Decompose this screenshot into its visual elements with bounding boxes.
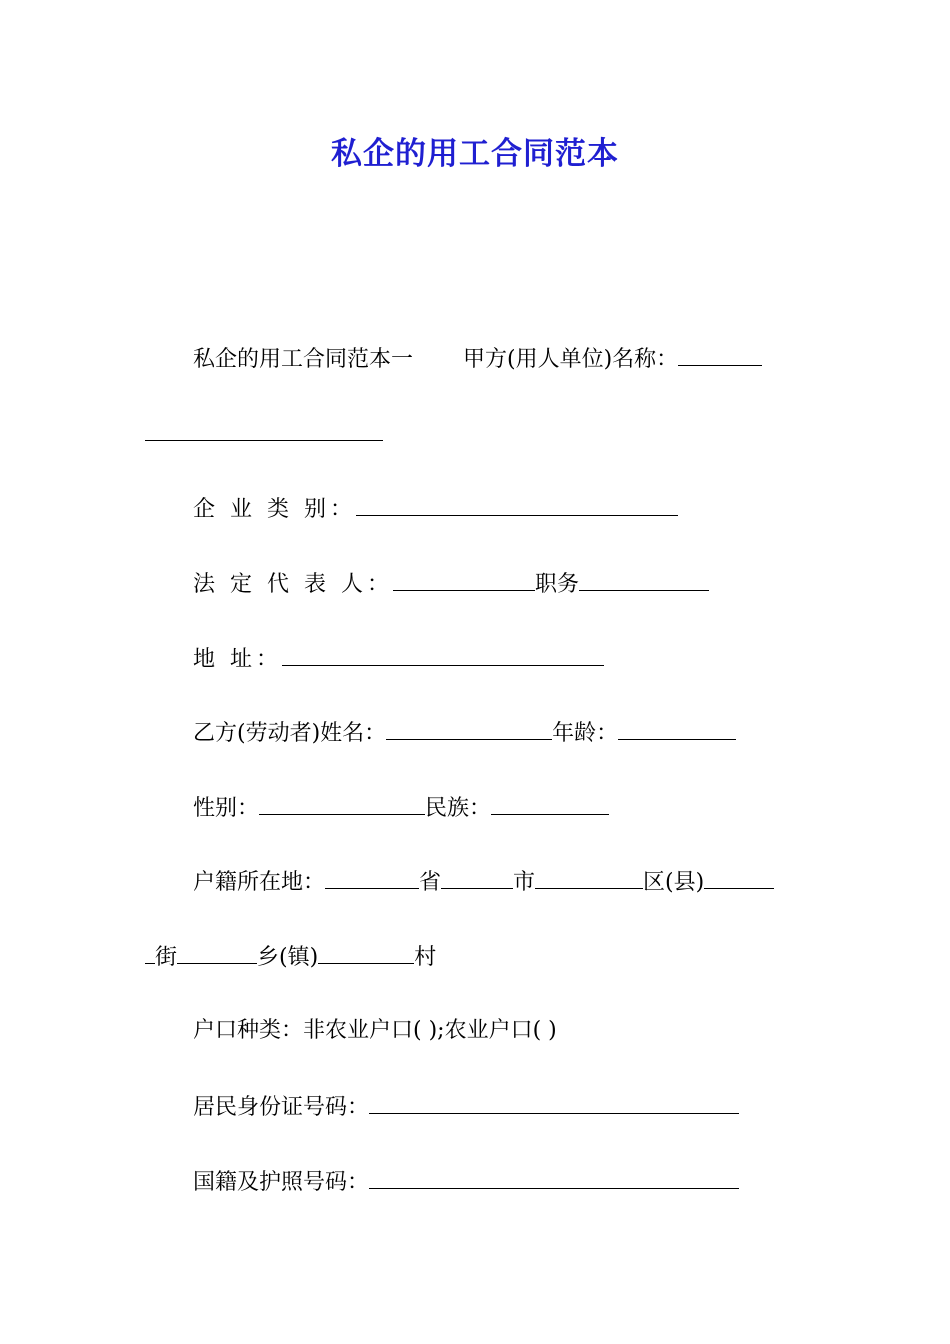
passport-label: 国籍及护照号码： [193,1170,370,1195]
address-line [193,643,604,675]
hukou-type-line [193,1016,557,1046]
district-name-blank-continued[interactable] [145,941,155,964]
party-a-name-blank-continued[interactable] [145,418,383,441]
city-label: 市 [513,870,536,895]
household-line-continued [145,941,436,973]
street-label: 街 [155,945,178,970]
ethnicity-label: 民族： [425,796,492,821]
passport-blank[interactable] [369,1166,739,1189]
gender-ethnicity-line [193,792,609,824]
party-a-name-blank[interactable] [678,343,762,366]
position-blank[interactable] [579,568,709,591]
intro-label: 私企的用工合同范本一 [193,347,414,372]
document-title: 私企的用工合同范本 [331,136,619,172]
ethnicity-blank[interactable] [491,792,609,815]
district-name-blank[interactable] [704,866,774,889]
enterprise-type-blank[interactable] [356,493,678,516]
street-blank[interactable] [177,941,257,964]
gender-blank[interactable] [259,792,425,815]
party-a-line-continued [145,418,383,450]
party-b-name-blank[interactable] [386,717,552,740]
party-a-label: 甲方(用人单位)名称： [463,347,679,372]
age-blank[interactable] [618,717,736,740]
position-label: 职务 [534,572,579,597]
legal-rep-line [193,568,709,600]
enterprise-type-label: 企 业 类 别： [193,497,356,522]
legal-rep-label: 法 定 代 表 人： [193,572,393,597]
passport-line [193,1166,739,1198]
province-blank[interactable] [325,866,419,889]
household-line [193,866,774,898]
district-label: 区(县) [643,870,705,895]
town-label: 乡(镇) [257,945,319,970]
district-blank[interactable] [535,866,643,889]
hukou-type-label: 户口种类：非农业户口( );农业户口( ) [193,1018,557,1043]
province-label: 省 [419,870,442,895]
party-a-line [193,343,762,375]
address-label: 地 址： [193,647,282,672]
enterprise-type-line [193,493,678,525]
age-label: 年龄： [552,721,619,746]
gender-label: 性别： [193,796,260,821]
legal-rep-blank[interactable] [393,568,535,591]
id-number-blank[interactable] [369,1091,739,1114]
party-b-name-label: 乙方(劳动者)姓名： [193,721,387,746]
id-number-label: 居民身份证号码： [193,1095,370,1120]
city-blank[interactable] [441,866,513,889]
village-label: 村 [414,945,437,970]
town-blank[interactable] [318,941,414,964]
id-number-line [193,1091,739,1123]
household-label: 户籍所在地： [193,870,326,895]
address-blank[interactable] [282,643,604,666]
party-b-line [193,717,736,749]
